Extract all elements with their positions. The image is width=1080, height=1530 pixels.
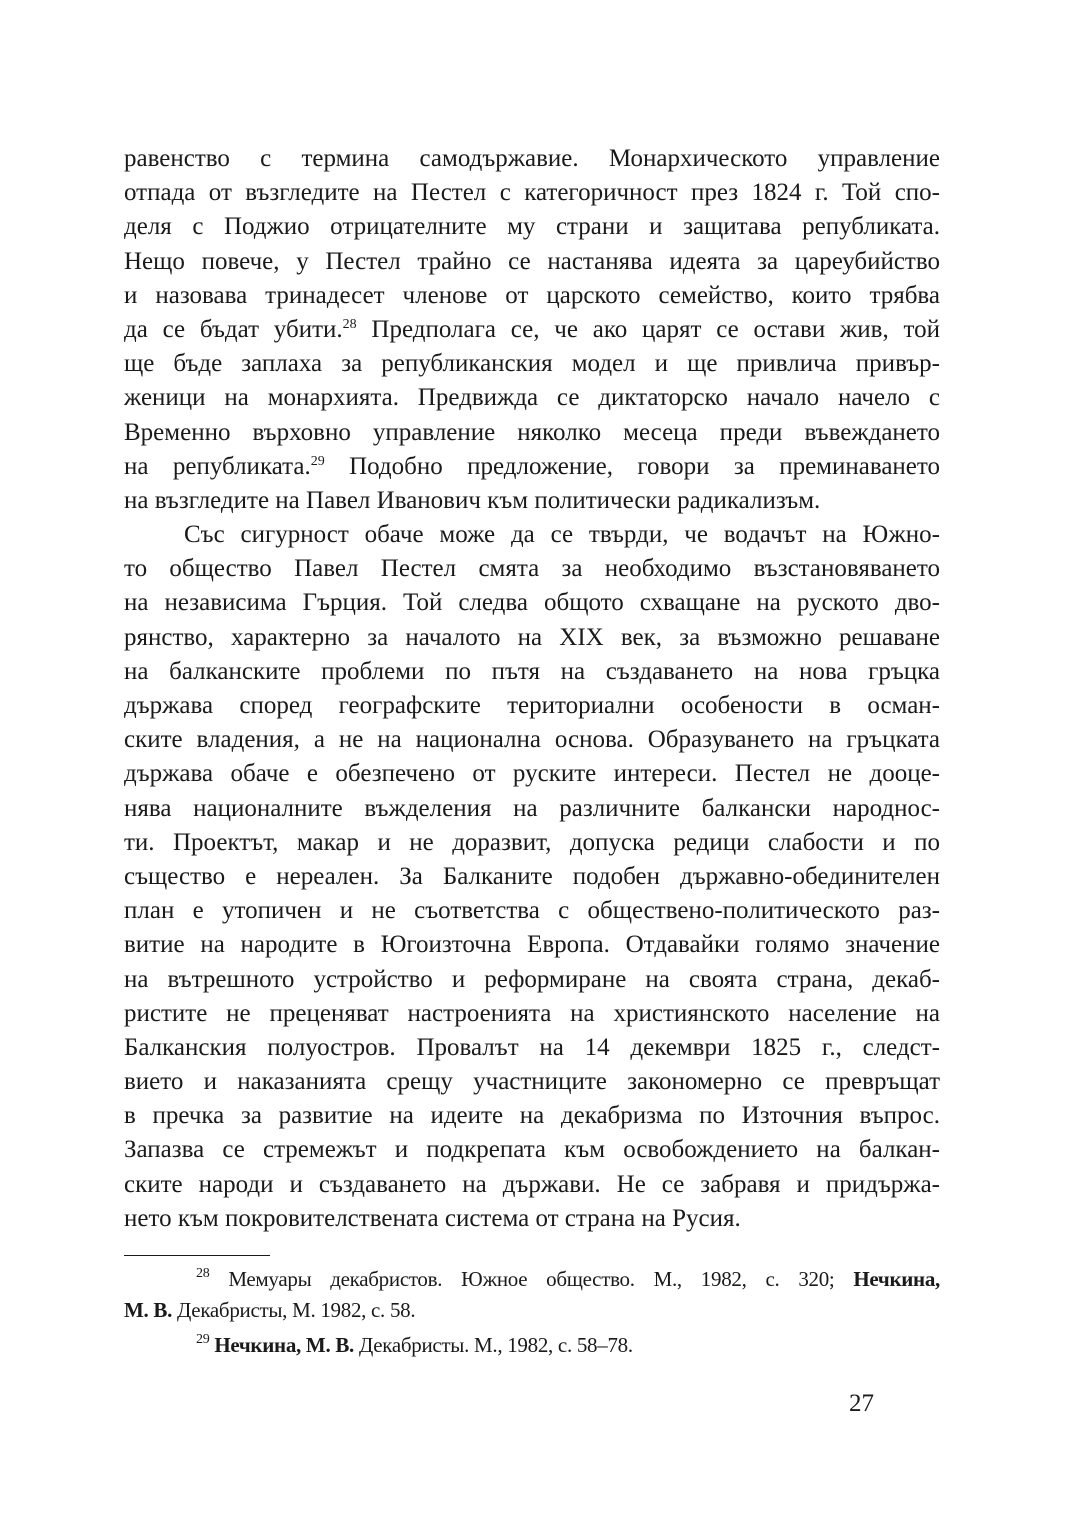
footnote-29 [124, 1330, 940, 1361]
text-line: рянство, характерно за началото на XIX век, за възможно решаване [124, 623, 940, 651]
text-line: ските владения, а не на национална основа. Образуването на гръцката [124, 726, 940, 754]
footnote-number: 29 [196, 1332, 210, 1347]
text-line: Със сигурност обаче може да се твърди, че водачът на Южно- [184, 521, 940, 549]
page-number: 27 [849, 1390, 874, 1417]
text-line: ристите не преценяват настроенията на християнското население на [124, 999, 940, 1027]
paragraph-1 [124, 142, 940, 518]
footnote-ref-29[interactable]: 29 [310, 453, 325, 469]
text-line: вието и наказанията срещу участниците закономерно се превръщат [124, 1068, 940, 1096]
text-line: Балканския полуостров. Провалът на 14 декември 1825 г., следст- [124, 1033, 940, 1061]
text-line: на възгледите на Павел Иванович към политически радикализъм. [124, 486, 821, 514]
footnote-text: Декабристы. М., 1982, с. 58–78. [354, 1333, 633, 1357]
text-line: ще бъде заплаха за републиканския модел и ще привлича привър- [124, 350, 940, 378]
text-line: деля с Поджио отрицателните му страни и защитава републиката. [124, 213, 940, 241]
text-line [124, 313, 940, 347]
text-segment: да се бъдат убити. [124, 315, 343, 343]
text-segment: Подобно предложение, говори за преминаването [324, 452, 940, 480]
page-text-block [124, 142, 940, 1361]
text-line: държава обаче е обезпечено от руските интереси. Пестел не дооце- [124, 760, 940, 788]
text-segment: Предполага се, че ако царят се остави жив, той [356, 315, 940, 343]
text-line: държава според географските териториални особености в осман- [124, 692, 940, 719]
footnote-28 [124, 1264, 940, 1295]
text-line: ти. Проектът, макар и не доразвит, допуска редици слабости и по [124, 828, 940, 856]
text-line: отпада от възгледите на Пестел с категоричност през 1824 г. Той спо- [124, 179, 940, 207]
text-line: ските народи и създаването на държави. Не се забравя и придържа- [124, 1170, 940, 1198]
text-line: в пречка за развитие на идеите на декабризма по Източния въпрос. [124, 1102, 940, 1130]
text-line: същество е нереален. За Балканите подобен държавно-обединителен [124, 862, 940, 890]
text-line: нето към покровителствената система от страна на Русия. [124, 1204, 741, 1232]
footnotes [124, 1264, 940, 1361]
footnote-28-continued [124, 1295, 940, 1326]
text-line: и назовава тринадесет членове от царското семейство, които трябва [124, 281, 940, 309]
paragraph-2 [124, 518, 940, 1236]
text-line: нява националните въжделения на различните балкански народнос- [124, 794, 940, 822]
text-line: на независима Гърция. Той следва общото схващане на руското дво- [124, 589, 940, 617]
text-line: Нещо повече, у Пестел трайно се настанява идеята за цареубийство [124, 247, 940, 275]
text-line: на вътрешното устройство и реформиране на своята страна, декаб- [124, 965, 940, 993]
footnote-author: Нечкина, М. В. [214, 1333, 355, 1357]
footnote-ref-28[interactable]: 28 [342, 316, 357, 332]
footnote-number: 28 [196, 1266, 210, 1281]
text-line: на балканските проблеми по пътя на създаването на нова гръцка [124, 657, 940, 685]
text-line: равенство с термина самодържавие. Монархическото управление [124, 145, 940, 172]
text-line: план е утопичен и не съответства с обществено-политическото раз- [124, 897, 940, 925]
footnote-text: Декабристы, М. 1982, с. 58. [172, 1298, 416, 1322]
text-line: женици на монархията. Предвижда се диктаторско начало начело с [124, 384, 940, 412]
text-line [124, 450, 940, 484]
text-line: Временно върховно управление няколко месеца преди въвеждането [124, 418, 940, 446]
footnote-author: Нечкина, [853, 1267, 940, 1291]
footnote-text: Мемуары декабристов. Южное общество. М., 1982, с. 320; [209, 1267, 854, 1291]
footnote-divider [124, 1255, 270, 1256]
text-line: то общество Павел Пестел смята за необходимо възстановяването [124, 555, 940, 583]
text-line: Запазва се стремежът и подкрепата към освобождението на балкан- [124, 1136, 940, 1164]
footnote-author: М. В. [124, 1298, 173, 1322]
text-line: витие на народите в Югоизточна Европа. Отдавайки голямо значение [124, 931, 940, 959]
text-segment: на републиката. [124, 452, 311, 480]
